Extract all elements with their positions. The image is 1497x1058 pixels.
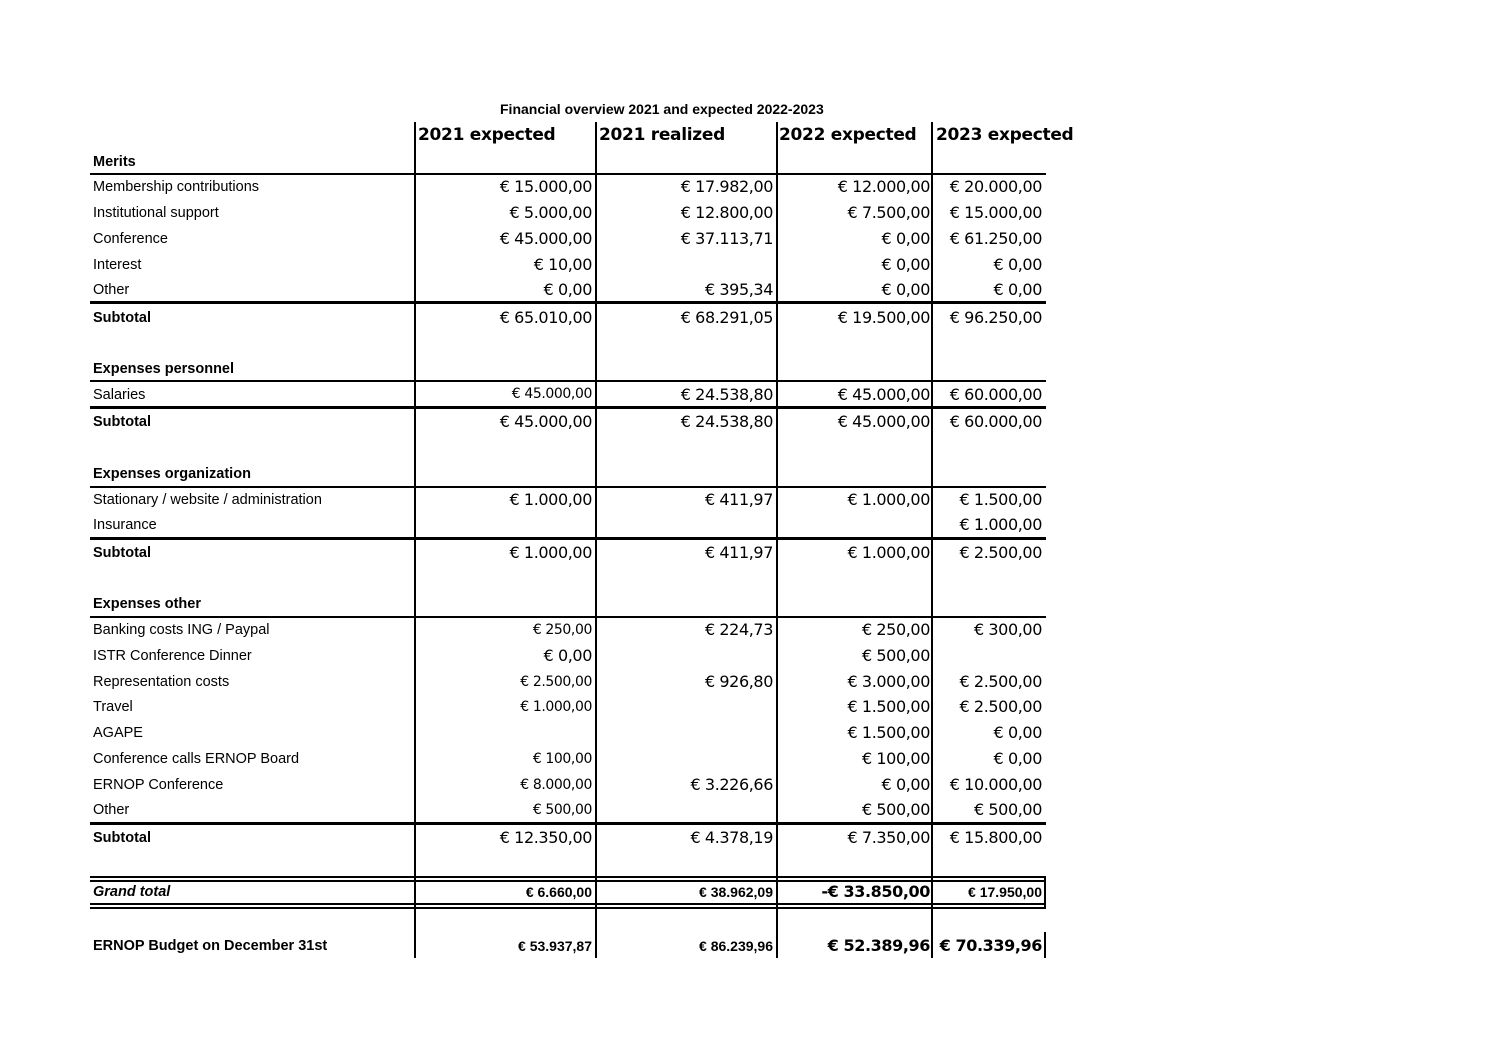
cell-value: € 500,00 bbox=[973, 800, 1042, 819]
cell-value: € 15.000,00 bbox=[499, 177, 592, 196]
row-label: Conference calls ERNOP Board bbox=[93, 751, 300, 767]
section-heading-personnel: Expenses personnel bbox=[93, 361, 235, 377]
subtotal-value: € 2.500,00 bbox=[959, 543, 1042, 562]
grand-total-label: Grand total bbox=[93, 884, 171, 900]
section-heading-other: Expenses other bbox=[93, 596, 201, 612]
cell-value: € 0,00 bbox=[881, 229, 930, 248]
cell-value: € 1.000,00 bbox=[847, 490, 930, 509]
budget-value: € 52.389,96 bbox=[827, 936, 930, 955]
row-label: ISTR Conference Dinner bbox=[93, 648, 252, 664]
section-heading-merits: Merits bbox=[93, 154, 136, 170]
rule bbox=[90, 876, 1046, 878]
cell-value: € 0,00 bbox=[881, 255, 930, 274]
cell-value: € 15.000,00 bbox=[949, 203, 1042, 222]
cell-value: € 12.800,00 bbox=[680, 203, 773, 222]
rule bbox=[90, 822, 1046, 825]
cell-value: € 2.500,00 bbox=[959, 697, 1042, 716]
grand-total-value: € 17.950,00 bbox=[968, 884, 1042, 900]
cell-value: € 411,97 bbox=[704, 490, 773, 509]
cell-value: € 10,00 bbox=[533, 255, 592, 274]
column-divider bbox=[595, 122, 597, 958]
budget-label: ERNOP Budget on December 31st bbox=[93, 938, 328, 954]
budget-value: € 53.937,87 bbox=[518, 938, 592, 954]
column-header-2023-expected: 2023 expected bbox=[936, 125, 1074, 145]
column-divider bbox=[1044, 932, 1046, 958]
sheet-title: Financial overview 2021 and expected 2022-2023 bbox=[500, 101, 824, 117]
rule bbox=[90, 907, 1046, 909]
cell-value: € 926,80 bbox=[704, 672, 773, 691]
grand-total-value: € 38.962,09 bbox=[699, 884, 773, 900]
row-label: Salaries bbox=[93, 387, 146, 403]
rule bbox=[90, 406, 1046, 409]
grand-total-value: € 6.660,00 bbox=[525, 884, 592, 900]
subtotal-value: € 7.350,00 bbox=[847, 828, 930, 847]
cell-value: € 1.000,00 bbox=[509, 490, 592, 509]
grand-total-value: -€ 33.850,00 bbox=[821, 882, 930, 901]
row-label: Travel bbox=[93, 699, 133, 715]
cell-value: € 37.113,71 bbox=[680, 229, 773, 248]
cell-value: € 395,34 bbox=[704, 280, 773, 299]
budget-value: € 70.339,96 bbox=[939, 936, 1042, 955]
row-label: Membership contributions bbox=[93, 179, 260, 195]
column-divider bbox=[1044, 876, 1046, 909]
cell-value: € 10.000,00 bbox=[949, 775, 1042, 794]
row-label: Insurance bbox=[93, 517, 157, 533]
cell-value: € 0,00 bbox=[993, 749, 1042, 768]
rule bbox=[90, 903, 1046, 905]
cell-value: € 100,00 bbox=[861, 749, 930, 768]
column-header-2022-expected: 2022 expected bbox=[779, 125, 917, 145]
subtotal-value: € 45.000,00 bbox=[837, 412, 930, 431]
cell-value: € 12.000,00 bbox=[837, 177, 930, 196]
subtotal-value: € 12.350,00 bbox=[499, 828, 592, 847]
row-label: AGAPE bbox=[93, 725, 143, 741]
cell-value: € 3.000,00 bbox=[847, 672, 930, 691]
rule bbox=[90, 486, 1046, 488]
row-label: Interest bbox=[93, 257, 142, 273]
cell-value: € 1.500,00 bbox=[847, 697, 930, 716]
rule bbox=[90, 301, 1046, 304]
subtotal-value: € 19.500,00 bbox=[837, 308, 930, 327]
subtotal-label: Subtotal bbox=[93, 414, 151, 430]
row-label: Institutional support bbox=[93, 205, 219, 221]
subtotal-value: € 96.250,00 bbox=[949, 308, 1042, 327]
cell-value: € 500,00 bbox=[861, 646, 930, 665]
row-label: Representation costs bbox=[93, 674, 230, 690]
subtotal-value: € 1.000,00 bbox=[847, 543, 930, 562]
subtotal-value: € 4.378,19 bbox=[690, 828, 773, 847]
cell-value: € 3.226,66 bbox=[690, 775, 773, 794]
cell-value: € 7.500,00 bbox=[847, 203, 930, 222]
column-divider bbox=[776, 122, 778, 958]
cell-value: € 0,00 bbox=[993, 280, 1042, 299]
cell-value: € 24.538,80 bbox=[680, 385, 773, 404]
cell-value: € 1.000,00 bbox=[959, 515, 1042, 534]
cell-value: € 2.500,00 bbox=[520, 674, 592, 690]
cell-value: € 224,73 bbox=[704, 620, 773, 639]
column-header-2021-realized: 2021 realized bbox=[599, 125, 725, 145]
cell-value: € 45.000,00 bbox=[511, 386, 592, 402]
section-heading-organization: Expenses organization bbox=[93, 466, 251, 482]
rule bbox=[90, 537, 1046, 540]
cell-value: € 0,00 bbox=[543, 646, 592, 665]
subtotal-value: € 60.000,00 bbox=[949, 412, 1042, 431]
subtotal-value: € 1.000,00 bbox=[509, 543, 592, 562]
subtotal-label: Subtotal bbox=[93, 830, 151, 846]
cell-value: € 1.000,00 bbox=[520, 699, 592, 715]
subtotal-value: € 45.000,00 bbox=[499, 412, 592, 431]
row-label: Other bbox=[93, 282, 130, 298]
subtotal-label: Subtotal bbox=[93, 545, 151, 561]
cell-value: € 0,00 bbox=[881, 775, 930, 794]
cell-value: € 61.250,00 bbox=[949, 229, 1042, 248]
cell-value: € 20.000,00 bbox=[949, 177, 1042, 196]
cell-value: € 5.000,00 bbox=[509, 203, 592, 222]
rule bbox=[90, 380, 1046, 382]
cell-value: € 0,00 bbox=[881, 280, 930, 299]
cell-value: € 2.500,00 bbox=[959, 672, 1042, 691]
cell-value: € 500,00 bbox=[861, 800, 930, 819]
cell-value: € 500,00 bbox=[532, 802, 592, 818]
budget-value: € 86.239,96 bbox=[699, 938, 773, 954]
column-divider bbox=[414, 122, 416, 958]
cell-value: € 45.000,00 bbox=[499, 229, 592, 248]
subtotal-label: Subtotal bbox=[93, 310, 151, 326]
cell-value: € 45.000,00 bbox=[837, 385, 930, 404]
subtotal-value: € 15.800,00 bbox=[949, 828, 1042, 847]
cell-value: € 250,00 bbox=[532, 622, 592, 638]
cell-value: € 0,00 bbox=[993, 723, 1042, 742]
row-label: Other bbox=[93, 802, 130, 818]
row-label: ERNOP Conference bbox=[93, 777, 224, 793]
row-label: Conference bbox=[93, 231, 168, 247]
cell-value: € 100,00 bbox=[532, 751, 592, 767]
cell-value: € 300,00 bbox=[973, 620, 1042, 639]
cell-value: € 0,00 bbox=[543, 280, 592, 299]
column-divider bbox=[931, 122, 933, 958]
column-header-2021-expected: 2021 expected bbox=[418, 125, 556, 145]
rule bbox=[90, 616, 1046, 618]
row-label: Banking costs ING / Paypal bbox=[93, 622, 270, 638]
cell-value: € 1.500,00 bbox=[959, 490, 1042, 509]
cell-value: € 250,00 bbox=[861, 620, 930, 639]
rule bbox=[90, 173, 1046, 175]
cell-value: € 0,00 bbox=[993, 255, 1042, 274]
row-label: Stationary / website / administration bbox=[93, 492, 322, 508]
subtotal-value: € 24.538,80 bbox=[680, 412, 773, 431]
cell-value: € 8.000,00 bbox=[520, 777, 592, 793]
subtotal-value: € 65.010,00 bbox=[499, 308, 592, 327]
subtotal-value: € 411,97 bbox=[704, 543, 773, 562]
cell-value: € 1.500,00 bbox=[847, 723, 930, 742]
subtotal-value: € 68.291,05 bbox=[680, 308, 773, 327]
cell-value: € 60.000,00 bbox=[949, 385, 1042, 404]
cell-value: € 17.982,00 bbox=[680, 177, 773, 196]
